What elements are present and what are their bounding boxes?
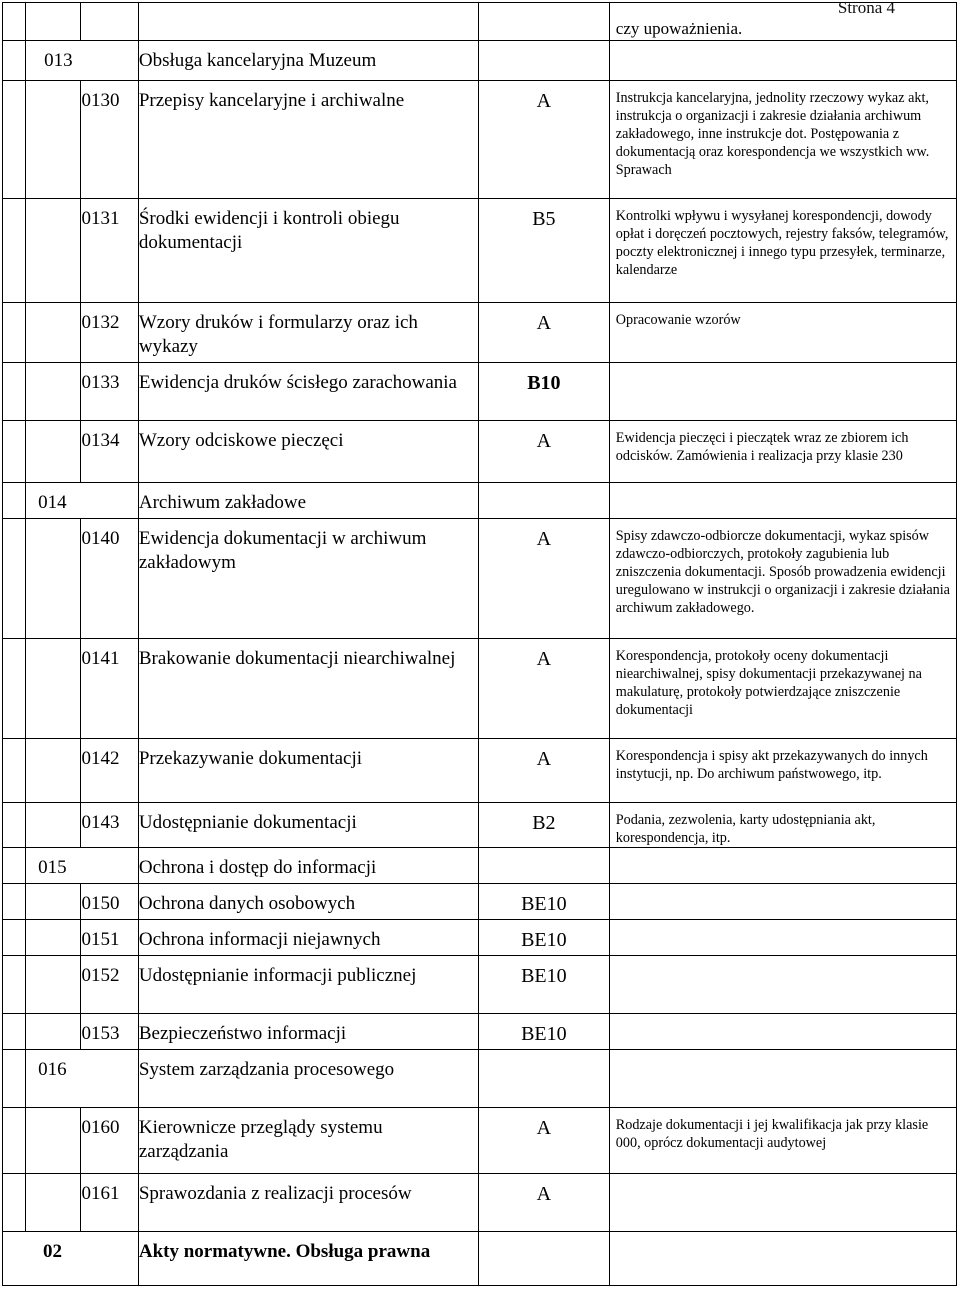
row-note: Instrukcja kancelaryjna, jednolity rzeczowy wykaz akt, instrukcja o organizacji i zakresie działania archiwum zakładowego, inne instrukcje dot. Postępowania z dokumentacją oraz korespondencja we wszystkich ww. Sprawach bbox=[609, 81, 956, 199]
row-category: BE10 bbox=[478, 884, 609, 920]
jrwa-classification-table bbox=[2, 2, 957, 1286]
row-category: A bbox=[478, 519, 609, 639]
row-number: 015 bbox=[26, 848, 139, 884]
row-name: Ochrona i dostęp do informacji bbox=[138, 848, 478, 884]
row-category: B2 bbox=[478, 803, 609, 848]
page-number: Strona 4 bbox=[837, 0, 895, 17]
row-note: Kontrolki wpływu i wysyłanej korespondencji, dowody opłat i doręczeń pocztowych, rejestry faksów, telegramów, poczty elektronicznej i innego typu przesyłek, terminarze, kalendarze bbox=[609, 199, 956, 303]
table-row bbox=[3, 739, 957, 803]
row-name: Ewidencja druków ścisłego zarachowania bbox=[138, 363, 478, 421]
row-name: Ochrona informacji niejawnych bbox=[138, 920, 478, 956]
table-row bbox=[3, 41, 957, 81]
row-name: Udostępnianie dokumentacji bbox=[138, 803, 478, 848]
table-row bbox=[3, 848, 957, 884]
row-note: Rodzaje dokumentacji i jej kwalifikacja jak przy klasie 000, oprócz dokumentacji audytowej bbox=[609, 1108, 956, 1174]
row-number: 016 bbox=[26, 1050, 139, 1108]
row-category: A bbox=[478, 421, 609, 483]
row-number: 0131 bbox=[81, 199, 138, 303]
row-name: System zarządzania procesowego bbox=[138, 1050, 478, 1108]
table-row bbox=[3, 1232, 957, 1286]
table-row bbox=[3, 519, 957, 639]
row-category: BE10 bbox=[478, 956, 609, 1014]
table-row bbox=[3, 1108, 957, 1174]
row-note: Korespondencja, protokoły oceny dokumentacji niearchiwalnej, spisy dokumentacji przekazywanej na makulaturę, protokoły potwierdzające zniszczenie dokumentacji bbox=[609, 639, 956, 739]
table-row bbox=[3, 483, 957, 519]
row-number: 0133 bbox=[81, 363, 138, 421]
table-row bbox=[3, 363, 957, 421]
table-row bbox=[3, 199, 957, 303]
row-name: Przepisy kancelaryjne i archiwalne bbox=[138, 81, 478, 199]
row-number: 0152 bbox=[81, 956, 138, 1014]
row-note: Spisy zdawczo-odbiorcze dokumentacji, wykaz spisów zdawczo-odbiorczych, protokoły zagubienia lub zniszczenia dokumentacji. Sposób prowadzenia ewidencji uregulowano w instrukcji o organizacji i zakresie działania archiwum zakładowego. bbox=[609, 519, 956, 639]
row-name: Bezpieczeństwo informacji bbox=[138, 1014, 478, 1050]
table-row bbox=[3, 639, 957, 739]
table-row bbox=[3, 3, 957, 41]
row-category: B10 bbox=[478, 363, 609, 421]
row-category: A bbox=[478, 739, 609, 803]
row-name: Brakowanie dokumentacji niearchiwalnej bbox=[138, 639, 478, 739]
row-number: 0142 bbox=[81, 739, 138, 803]
row-name: Ochrona danych osobowych bbox=[138, 884, 478, 920]
row-name: Wzory odciskowe pieczęci bbox=[138, 421, 478, 483]
row-note: Ewidencja pieczęci i pieczątek wraz ze zbiorem ich odcisków. Zamówienia i realizacja przy klasie 230 bbox=[609, 421, 956, 483]
table-row bbox=[3, 303, 957, 363]
row-category: A bbox=[478, 81, 609, 199]
row-number: 0160 bbox=[81, 1108, 138, 1174]
row-note: Opracowanie wzorów bbox=[609, 303, 956, 363]
row-category: A bbox=[478, 303, 609, 363]
row-number: 0161 bbox=[81, 1174, 138, 1232]
row-number: 0150 bbox=[81, 884, 138, 920]
row-number: 0153 bbox=[81, 1014, 138, 1050]
table-row bbox=[3, 884, 957, 920]
row-number: 0140 bbox=[81, 519, 138, 639]
row-number: 0134 bbox=[81, 421, 138, 483]
row-number: 0141 bbox=[81, 639, 138, 739]
row-name: Przekazywanie dokumentacji bbox=[138, 739, 478, 803]
row-name: Ewidencja dokumentacji w archiwum zakładowym bbox=[138, 519, 478, 639]
row-number: 0130 bbox=[81, 81, 138, 199]
row-name: Udostępnianie informacji publicznej bbox=[138, 956, 478, 1014]
row-name: Wzory druków i formularzy oraz ich wykazy bbox=[138, 303, 478, 363]
row-note: Podania, zezwolenia, karty udostępniania akt, korespondencja, itp. bbox=[609, 803, 956, 848]
row-category: A bbox=[478, 1108, 609, 1174]
row-name: Kierownicze przeglądy systemu zarządzania bbox=[138, 1108, 478, 1174]
row-number: 0151 bbox=[81, 920, 138, 956]
row-category: BE10 bbox=[478, 920, 609, 956]
table-row bbox=[3, 1050, 957, 1108]
row-category: A bbox=[478, 639, 609, 739]
row-note: Korespondencja i spisy akt przekazywanych do innych instytucji, np. Do archiwum państwowego, itp. bbox=[609, 739, 956, 803]
row-number: 014 bbox=[26, 483, 139, 519]
row-note: czy upoważnienia. bbox=[609, 3, 956, 41]
row-number: 0143 bbox=[81, 803, 138, 848]
row-name: Obsługa kancelaryjna Muzeum bbox=[138, 41, 478, 81]
table-row bbox=[3, 803, 957, 848]
row-name: Archiwum zakładowe bbox=[138, 483, 478, 519]
row-category: BE10 bbox=[478, 1014, 609, 1050]
row-name: Środki ewidencji i kontroli obiegu dokumentacji bbox=[138, 199, 478, 303]
row-number: 0132 bbox=[81, 303, 138, 363]
table-row bbox=[3, 956, 957, 1014]
table-row bbox=[3, 920, 957, 956]
row-category: A bbox=[478, 1174, 609, 1232]
row-category: B5 bbox=[478, 199, 609, 303]
row-number: 013 bbox=[26, 41, 139, 81]
row-name: Akty normatywne. Obsługa prawna bbox=[138, 1232, 478, 1286]
row-number: 02 bbox=[3, 1232, 139, 1286]
row-name: Sprawozdania z realizacji procesów bbox=[138, 1174, 478, 1232]
table-row bbox=[3, 421, 957, 483]
table-row bbox=[3, 1014, 957, 1050]
table-row bbox=[3, 1174, 957, 1232]
table-row bbox=[3, 81, 957, 199]
